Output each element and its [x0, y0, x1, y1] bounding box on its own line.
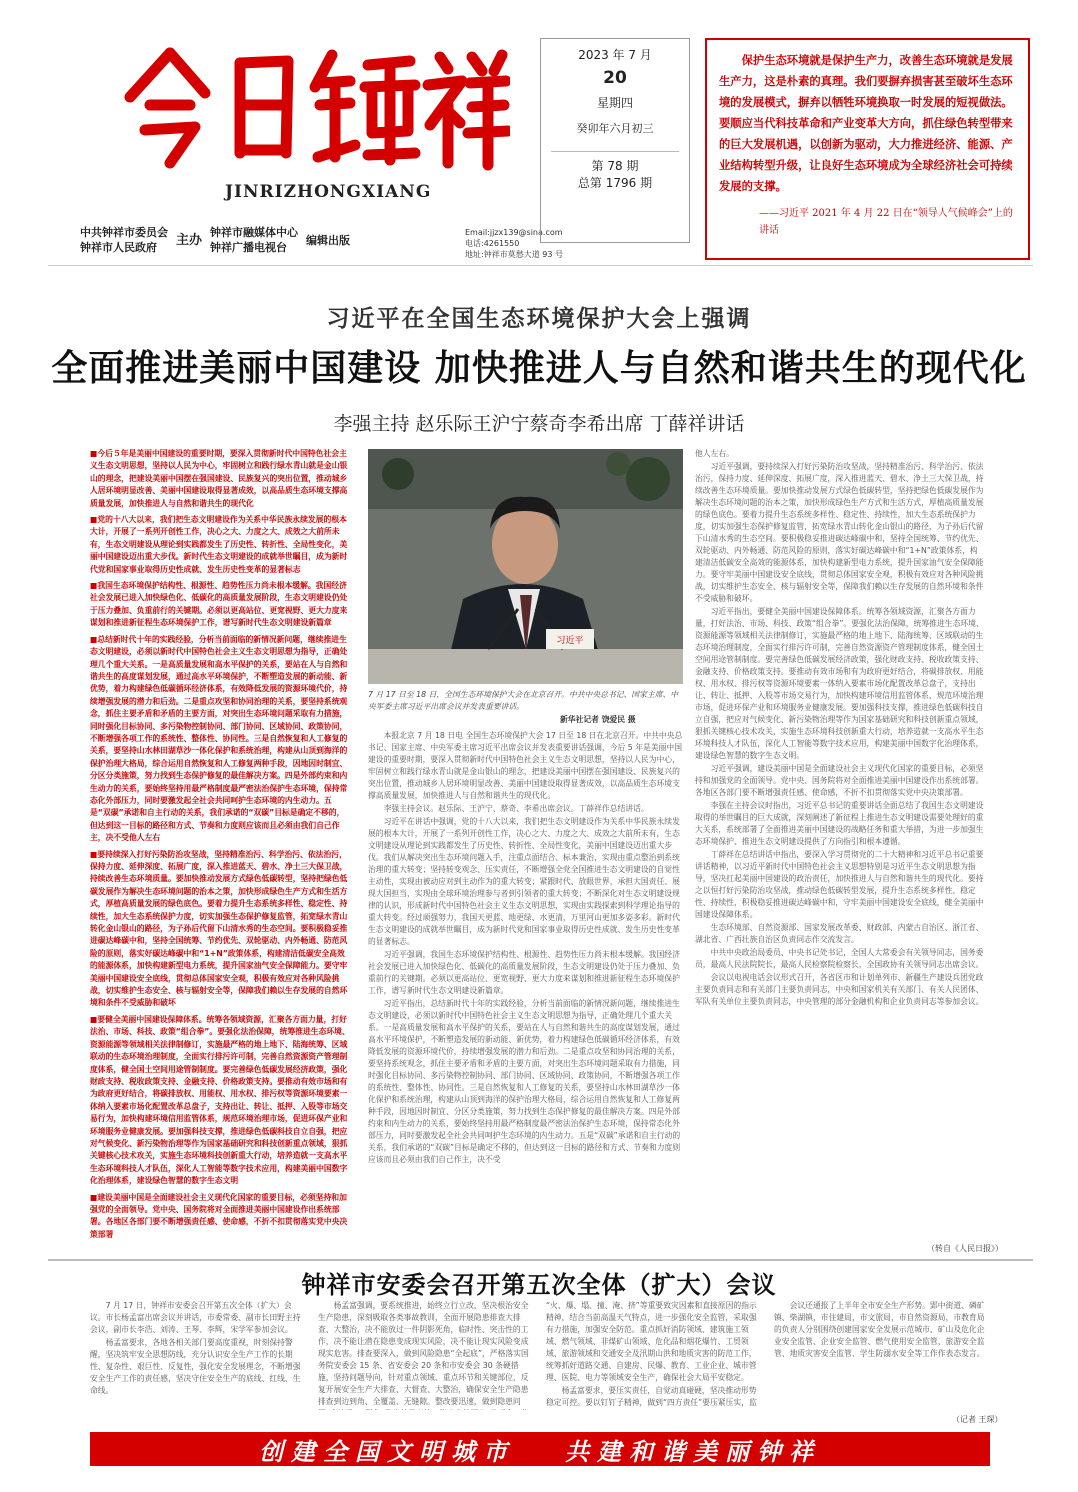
- article1-kicker: 习近平在全国生态环境保护大会上强调: [326, 306, 752, 332]
- body-paragraph: 7 月 17 日，钟祥市安委会召开第五次全体（扩大）会议。市长杨孟富出席会议并讲话，市委常委、副市长田野主持会议，副市长李浩、刘涛、王琴、李辉，宋学军参加会议。: [90, 1301, 301, 1334]
- date-divider: [551, 151, 679, 152]
- date-day: 20: [603, 68, 627, 88]
- contact-address: 地址:钟祥市莫愁大道 93 号: [465, 250, 563, 259]
- body-paragraph: 习近平指出，要健全美丽中国建设保障体系。统筹各领域资源，汇聚各方面力量，打好法治、市场、科技、政策“组合拳”。要强化法治保障，统筹推进生态环境、资源能源等领域相关法律制修订，实施最严格的地上地下、陆海统筹、区域联动的生态环境治理制度，全面实行排污许可制，完善自然资源资产管理制度体系，健全国土空间用途管制制度。要完善绿色低碳发展经济政策，强化财政支持、税收政策支持、金融支持、价格政策支持。要推动有效市场和有为政府更好结合，将碳排放权、用能权、用水权、排污权等资源环境要素一体纳入要素市场化配置改革总盘子，支持出让、转让、抵押、入股等市场交易行为，加快构建环境信用监管体系，规范环境治理市场，促进环保产业和环境服务业健康发展。要加强科技支撑，推进绿色低碳科技自立自强，把应对气候变化、新污染物治理等作为国家基础研究和科技创新重点领域，狠抓关键核心技术攻关，实施生态环境科技创新重大行动，培养造就一支高水平生态环境科技人才队伍，深化人工智能等数字技术应用，构建美丽中国数字化治理体系，建设绿色智慧的数字生态文明。: [695, 607, 984, 760]
- publisher-role: 编辑出版: [306, 233, 351, 247]
- article2-column: [546, 1300, 762, 1410]
- article2-column: [774, 1300, 990, 1410]
- article1-summary-column: [90, 448, 352, 1243]
- summary-point: ■ 我国生态环境保护结构性、根源性、趋势性压力尚未根本缓解。我国经济社会发展已进入加快绿色化、低碳化的高质量发展阶段，生态文明建设仍处于压力叠加、负重前行的关键期。必须以更高站位、更宽视野、更大力度来谋划和推进新征程生态环境保护工作，谱写新时代生态文明建设新篇章: [90, 580, 352, 630]
- summary-point: ■ 总结新时代十年的实践经验，分析当前面临的新情况新问题，继续推进生态文明建设，必须以新时代中国特色社会主义生态文明思想为指导，正确处理几个重大关系。一是高质量发展和高水平保护的关系，要站在人与自然和谐共生的高度谋划发展，通过高水平环境保护，不断塑造发展的新动能、新优势，着力构建绿色低碳循环经济体系，有效降低发展的资源环境代价，持续增强发展的潜力和后劲。二是重点攻坚和协同治理的关系，要坚持系统观念，抓住主要矛盾和矛盾的主要方面，对突出生态环境问题采取有力措施，同时强化目标协同、多污染物控制协同、部门协同、区域协同、政策协同，不断增强各项工作的系统性、整体性、协同性。三是自然恢复和人工修复的关系，要坚持山水林田湖草沙一体化保护和系统治理，构建从山顶到海洋的保护治理大格局，综合运用自然恢复和人工修复两种手段，因地因时制宜、分区分类施策，努力找到生态保护修复的最佳解决方案。四是外部约束和内生动力的关系，要始终坚持用最严格制度最严密法治保护生态环境，保持常态化外部压力，同时要激发起全社会共同呵护生态环境的内生动力。五是“双碳”承诺和自主行动的关系，我们承诺的“双碳”目标是确定不移的，但达到这一目标的路径和方式、节奏和力度则应该而且必须由我们自己作主，决不受他人左右: [90, 634, 352, 845]
- body-paragraph: 习近平指出，总结新时代十年的实践经验，分析当前面临的新情况新问题，继续推进生态文明建设，必须以新时代中国特色社会主义生态文明思想为指导，正确处理几个重大关系。一是高质量发展和高水平保护的关系，要站在人与自然和谐共生的高度谋划发展，通过高水平环境保护，不断塑造发展的新动能、新优势，着力构建绿色低碳循环经济体系，有效降低发展的资源环境代价，持续增强发展的潜力和后劲。二是重点攻坚和协同治理的关系，要坚持系统观念，抓住主要矛盾和矛盾的主要方面，对突出生态环境问题采取有力措施，同时强化目标协同、多污染物控制协同、部门协同、区域协同、政策协同，不断增强各项工作的系统性、整体性、协同性。三是自然恢复和人工修复的关系，要坚持山水林田湖草沙一体化保护和系统治理，构建从山顶到海洋的保护治理大格局，综合运用自然恢复和人工修复两种手段，因地因时制宜、分区分类施策，努力找到生态保护修复的最佳解决方案。四是外部约束和内生动力的关系，要始终坚持用最严格制度最严密法治保护生态环境，保持常态化外部压力，同时要激发起全社会共同呵护生态环境的内生动力。五是“双碳”承诺和自主行动的关系，我们承诺的“双碳”目标是确定不移的，但达到这一目标的路径和方式、节奏和力度则应该而且必须由我们自己作主，决不受: [368, 999, 681, 1164]
- article1-subhead: 李强主持 赵乐际王沪宁蔡奇李希出席 丁薛祥讲话: [333, 413, 745, 435]
- slogan-left: 创建全国文明城市: [259, 1436, 515, 1466]
- body-paragraph: 李强主持会议。赵乐际、王沪宁、蔡奇、李希出席会议。丁薛祥作总结讲话。: [383, 804, 649, 813]
- speaker-photo-icon: [368, 449, 683, 684]
- body-paragraph: 丁薛祥在总结讲话中指出，要深入学习贯彻党的二十大精神和习近平总书记重要讲话精神，以习近平新时代中国特色社会主义思想特别是习近平生态文明思想为指导，坚决扛起美丽中国建设的政治责任，加快推进人与自然和谐共生的现代化。要持之以恒打好污染防治攻坚战，推动绿色低碳转型发展，提升生态系统多样性、稳定性、持续性，积极稳妥推进碳达峰碳中和，守牢美丽中国建设安全底线，健全美丽中国建设保障体系。: [695, 850, 984, 919]
- publisher-tv-station: 钟祥广播电视台: [210, 241, 288, 254]
- sponsor-block: [80, 225, 350, 255]
- article2-body: [90, 1300, 990, 1410]
- body-paragraph: 李强在主持会议时指出，习近平总书记的重要讲话全面总结了我国生态文明建设取得的举世瞩目的巨大成就，深刻阐述了新征程上推进生态文明建设需要处理好的重大关系，系统部署了全面推进美丽中国建设的战略任务和重大举措，为进一步加强生态环境保护、推进生态文明建设提供了方向指引和根本遵循。: [695, 801, 984, 846]
- date-year-month: 2023 年 7 月: [578, 48, 652, 62]
- body-paragraph: 本报北京 7 月 18 日电 全国生态环境保护大会 17 日至 18 日在北京召开。中共中央总书记、国家主席、中央军委主席习近平出席会议并发表重要讲话强调，今后 5 年是美丽中国建设的重要时期，要深入贯彻新时代中国特色社会主义生态文明思想，坚持以人民为中心，牢固树立和践行绿水青山就是金山银山的理念，把建设美丽中国摆在强国建设、民族复兴的突出位置，推动城乡人居环境明显改善、美丽中国建设取得显著成效，以高品质生态环境支撑高质量发展，加快推进人与自然和谐共生的现代化。: [368, 731, 683, 800]
- photo-caption: 7 月 17 日至 18 日，全国生态环境保护大会在北京召开。中共中央总书记、国家主席、中央军委主席习近平出席会议并发表重要讲话。: [368, 690, 679, 711]
- article2-headline: 钟祥市安委会召开第五次全体（扩大）会议: [301, 1271, 777, 1299]
- summary-point: ■ 建设美丽中国是全面建设社会主义现代化国家的重要目标，必须坚持和加强党的全面领导。党中央、国务院将对全面推进美丽中国建设作出系统部署。各地区各部门要不断增强责任感、使命感，不折不扣贯彻落实党中央决策部署: [90, 1192, 352, 1242]
- nameplate-text: 习近平: [556, 636, 584, 646]
- header-divider: [48, 265, 1033, 266]
- calligraphy-logo-icon: [110, 35, 510, 175]
- body-paragraph: 习近平强调，要持续深入打好污染防治攻坚战，坚持精准治污、科学治污、依法治污，保持力度、延伸深度、拓展广度，深入推进蓝天、碧水、净土三大保卫战，持续改善生态环境质量。要加快推动发展方式绿色低碳转型，坚持把绿色低碳发展作为解决生态环境问题的治本之策，加快形成绿色生产方式和生活方式，厚植高质量发展的绿色底色。要着力提升生态系统多样性、稳定性、持续性，加大生态系统保护力度，切实加强生态保护修复监管，拓宽绿水青山转化金山银山的路径，为子孙后代留下山清水秀的生态空间。要积极稳妥推进碳达峰碳中和，坚持全国统筹、节约优先、双轮驱动、内外畅通、防范风险的原则，落实好碳达峰碳中和“1+N”政策体系，构建清洁低碳安全高效的能源体系，加快构建新型电力系统，提升国家油气安全保障能力。要守牢美丽中国建设安全底线，贯彻总体国家安全观，积极有效应对各种风险挑战，切实维护生态安全、核与辐射安全等，保障我们赖以生存发展的自然环境和条件不受威胁和破坏。: [695, 462, 984, 603]
- sponsor-government: 钟祥市人民政府: [80, 241, 157, 254]
- contact-email: Email:jjzx139@sina.com: [465, 228, 563, 237]
- date-lunar: 癸卯年六月初三: [576, 122, 654, 135]
- body-paragraph: 习近平强调，我国生态环境保护结构性、根源性、趋势性压力尚未根本缓解。我国经济社会发展已进入加快绿色化、低碳化的高质量发展阶段，生态文明建设仍处于压力叠加、负重前行的关键期。必须以更高站位、更宽视野、更大力度来谋划和推进新征程生态环境保护工作，谱写新时代生态文明建设新篇章。: [368, 950, 680, 995]
- quote-source: ——习近平 2021 年 4 月 22 日在“领导人气候峰会”上的讲话: [759, 208, 1013, 236]
- contact-phone: 电话:4261550: [465, 239, 520, 248]
- article-divider: [48, 1259, 1033, 1261]
- masthead-pinyin: JINRIZHONGXIANG: [225, 182, 432, 202]
- article2-column: [318, 1300, 534, 1410]
- quote-text: 保护生态环境就是保护生产力，改善生态环境就是发展生产力，这是朴素的真理。我们要摒弃损害甚至破坏生态环境的发展模式，摒弃以牺牲环境换取一时发展的短视做法。要顺应当代科技革命和产业变革大方向，抓住绿色转型带来的巨大发展机遇，以创新为驱动，大力推进经济、能源、产业结构转型升级，让良好生态环境成为全球经济社会可持续发展的支撑。: [719, 54, 1013, 193]
- summary-point: ■ 今后５年是美丽中国建设的重要时期，要深入贯彻新时代中国特色社会主义生态文明思想，坚持以人民为中心，牢固树立和践行绿水青山就是金山银山的理念，把建设美丽中国摆在强国建设、民族复兴的突出位置，推动城乡人居环境明显改善、美丽中国建设取得显著成效，以高品质生态环境支撑高质量发展，加快推进人与自然和谐共生的现代化: [90, 448, 352, 510]
- date-box: [540, 38, 690, 243]
- body-paragraph: 杨孟富要求，各地各相关部门要高度重视，时刻保持警醒，坚决筑牢安全思想防线，充分认识安全生产工作的长期性、复杂性、艰巨性、反复性，强化安全发展理念，不断增强安全生产工作的责任感，坚决守住安全生产的底线、红线、生命线。: [90, 1338, 301, 1395]
- summary-point: ■ 要健全美丽中国建设保障体系。统筹各领域资源，汇聚各方面力量，打好法治、市场、科技、政策“组合拳”。要强化法治保障，统筹推进生态环境、资源能源等领域相关法律制修订，实施最严格的地上地下、陆海统筹、区域联动的生态环境治理制度，全面实行排污许可制，完善自然资源资产管理制度体系，健全国土空间用途管制制度。要完善绿色低碳发展经济政策，强化财政支持、税收政策支持、金融支持、价格政策支持。要推动有效市场和有为政府更好结合，将碳排放权、用能权、用水权、排污权等资源环境要素一体纳入要素市场化配置改革总盘子，支持出让、转让、抵押、入股等市场交易行为，加快构建环境信用监管体系，规范环境治理市场，促进环保产业和环境服务业健康发展。要加强科技支撑，推进绿色低碳科技自立自强，把应对气候变化、新污染物治理等作为国家基础研究和科技创新重点领域，狠抓关键核心技术攻关，实施生态环境科技创新重大行动，培养造就一支高水平生态环境科技人才队伍，深化人工智能等数字技术应用，构建美丽中国数字化治理体系，建设绿色智慧的数字生态文明: [90, 1014, 352, 1188]
- slogan-right: 共建和谐美丽钟祥: [565, 1436, 821, 1466]
- issue-number: 第 78 期: [591, 159, 639, 173]
- article1-body-right: [695, 448, 985, 1248]
- article2-source: （记者 王琛）: [952, 1415, 1003, 1424]
- body-paragraph: 习近平在讲话中强调，党的十八大以来，我们把生态文明建设作为关系中华民族永续发展的根本大计，开展了一系列开创性工作，决心之大、力度之大、成效之大前所未有，生态文明建设从理论到实践都发生了历史性、转折性、全局性变化，美丽中国建设迈出重大步伐。我们从解决突出生态环境问题入手，注重点面结合、标本兼治，实现由重点整治到系统治理的重大转变；坚持转变观念、压实责任，不断增强全党全国推进生态文明建设的自觉性主动性，实现由被动应对到主动作为的重大转变；紧跟时代、放眼世界，承担大国责任、展现大国担当，实现由全球环境治理参与者到引领者的重大转变；不断深化对生态文明建设规律的认识，形成新时代中国特色社会主义生态文明思想，实现由实践探索到科学理论指导的重大转变。经过顽强努力，我国天更蓝、地更绿、水更清，万里河山更加多姿多彩。新时代生态文明建设的成就举世瞩目，成为新时代党和国家事业取得历史性成就、发生历史性变革的显著标志。: [368, 817, 680, 946]
- publisher-names: [210, 225, 298, 255]
- quote-box: [705, 38, 1030, 260]
- newspaper-logo: [110, 35, 510, 175]
- body-paragraph: 习近平强调，建设美丽中国是全面建设社会主义现代化国家的重要目标，必须坚持和加强党的全面领导。党中央、国务院将对全面推进美丽中国建设作出系统部署。各地区各部门要不断增强责任感、使命感，不折不扣贯彻落实党中央决策部署。: [695, 764, 984, 797]
- body-paragraph: 中共中央政治局委员、中央书记处书记，全国人大常委会有关领导同志，国务委员，最高人民法院院长，最高人民检察院检察长，全国政协有关领导同志出席会议。: [695, 948, 984, 969]
- lead-photo: [368, 449, 683, 684]
- body-paragraph: 杨孟富强调，要系统推进，始终立行立改，坚决根治安全生产隐患，深刻吸取各类事故教训，全面开展隐患排查大排查、大整治，决不能放过一件阴影死角，临时性、突击性的工作，决不能让潜在隐患变成现实风险，决不能让现实风险变成现实危害。排查要深入，做到风险隐患“全起底”，严格落实国务院安委会 15 条、省安委会 20 条和市安委会 30 条硬措施，坚持问题导向，针对重点领域、重点环节和关键部位，反复开展安全生产大排查、大督查、大整治，确保安全生产隐患排查到边到角、全覆盖、无缝隙。整改要迅速，做到隐患问: [318, 1301, 529, 1406]
- publisher-media-center: 钟祥市融媒体中心: [210, 226, 299, 239]
- body-paragraph: 他人左右。: [695, 449, 734, 458]
- sponsor-party-committee: 中共钟祥市委员会: [80, 226, 168, 239]
- article1-source: （转自《人民日报》）: [927, 1244, 1003, 1253]
- sponsor-names: [80, 225, 168, 255]
- slogan-banner: [90, 1432, 990, 1466]
- sponsor-role: 主办: [176, 232, 203, 248]
- article1-headline: 全面推进美丽中国建设 加快推进人与自然和谐共生的现代化: [51, 348, 1027, 389]
- body-paragraph: 会议还通报了上半年全市安全生产形势。郢中街道、磷矿镇、柴湖镇，市住建局，市文旅局，市自然资源局，市教育局的负责人分别围绕创建国家安全发展示范城市、矿山及危化企业安全监管、企业安全监管、燃气使用安全监管、旅游安全监管、地质灾害安全监管、学生防溺水安全等工作作表态发言。: [774, 1301, 985, 1358]
- photo-credit: 新华社记者 饶爱民 摄: [560, 715, 636, 724]
- body-paragraph: 生态环境部、自然资源部、国家发展改革委、财政部、内蒙古自治区、浙江省、湖北省、广西壮族自治区负责同志作交流发言。: [695, 923, 984, 944]
- summary-point: ■ 党的十八大以来，我们把生态文明建设作为关系中华民族永续发展的根本大计，开展了一系列开创性工作，决心之大、力度之大、成效之大前所未有，生态文明建设从理论到实践都发生了历史性、转折性、全局性变化，美丽中国建设迈出重大步伐。新时代生态文明建设的成就举世瞩目，成为新时代党和国家事业取得历史性成就、发生历史性变革的显著标志: [90, 514, 352, 576]
- article2-column: [90, 1300, 306, 1410]
- summary-point: ■ 要持续深入打好污染防治攻坚战，坚持精准治污、科学治污、依法治污，保持力度、延伸深度、拓展广度，深入推进蓝天、碧水、净土三大保卫战，持续改善生态环境质量。要加快推动发展方式绿色低碳转型，坚持把绿色低碳发展作为解决生态环境问题的治本之策，加快形成绿色生产方式和生活方式，厚植高质量发展的绿色底色。要着力提升生态系统多样性、稳定性、持续性，加大生态系统保护力度，切实加强生态保护修复监管，拓宽绿水青山转化金山银山的路径，为子孙后代留下山清水秀的生态空间。要积极稳妥推进碳达峰碳中和，坚持全国统筹、节约优先、双轮驱动、内外畅通、防范风险的原则，落实好碳达峰碳中和“1+N”政策体系，构建清洁低碳安全高效的能源体系，加快构建新型电力系统，提升国家油气安全保障能力。要守牢美丽中国建设安全底线，贯彻总体国家安全观，积极有效应对各种风险挑战，切实维护生态安全、核与辐射安全等，保障我们赖以生存发展的自然环境和条件不受威胁和破坏: [90, 849, 352, 1010]
- body-paragraph: 会议以电视电话会议形式召开，各省区市和计划单列市、新疆生产建设兵团党政主要负责同志和有关部门主要负责同志，中央和国家机关有关部门、有关人民团体、军队有关单位主要负责同志，中央管理的部分金融机构和企业负责同志等参加会议。: [695, 973, 984, 1006]
- body-paragraph: 杨孟富要求，要压实责任，自觉动真碰硬，坚决推动形势稳定可控。要以钉钉子精神，做到“四方责任”要压紧压实，监: [546, 1386, 757, 1407]
- total-issue-number: 总第 1796 期: [577, 176, 653, 190]
- body-paragraph: “火、爆、塌、撞、淹、挤”等重要致灾因素和直接原因的指示精神，结合当前高温天气特点，进一步强化安全监管，采取强有力措施，加强安全防范。重点抓好消防领域、建筑施工领域、燃气领域、非煤矿山领域、危化品和烟花爆竹、工贸领域、旅游领域和交通安全及汛期山洪和地质灾害的防范工作，统筹抓好道路交通、自建房、民爆、教育、工业企业、城市管理、医院、电力等领域安全生产，确保社会大局平安稳定。: [546, 1301, 757, 1382]
- masthead: [80, 35, 563, 295]
- date-weekday: 星期四: [596, 96, 633, 110]
- article1-body-middle: [368, 730, 683, 1250]
